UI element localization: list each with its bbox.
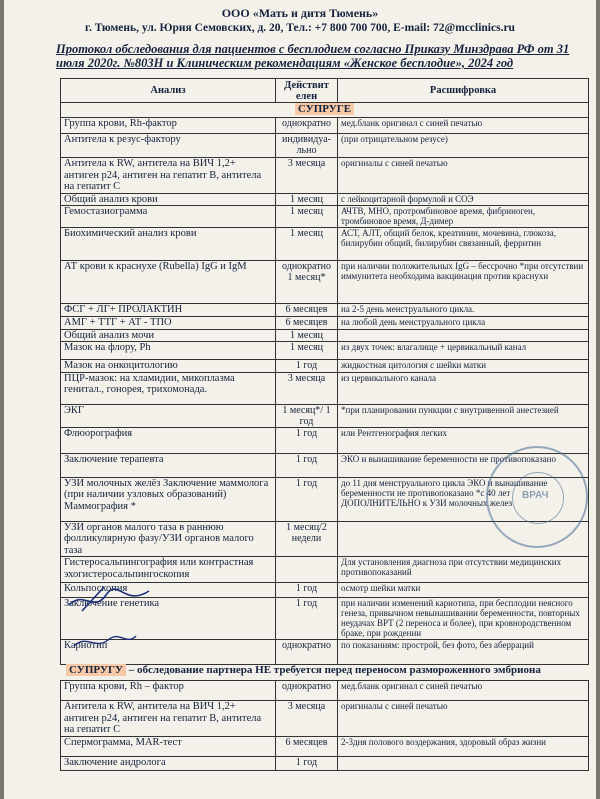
- table-row: [61, 158, 589, 194]
- cell-note: ЭКО и вынашивание беременности не противопоказано: [338, 453, 589, 477]
- table-row: [61, 206, 589, 228]
- stamp-text: ВРАЧ: [522, 490, 549, 501]
- cell-analysis: Флюорография: [61, 427, 276, 453]
- section-husband-note: – обследование партнера НЕ требуется перед переносом размороженного эмбриона: [126, 664, 541, 676]
- table-row: [61, 316, 589, 329]
- section-wife-title: СУПРУГЕ: [295, 103, 354, 115]
- protocol-title: Протокол обследования для пациентов с бесплодием согласно Приказу Минздрава РФ от 31 июля 2020г. №803Н и Клиническим рекомендациям «Женское бесплодие», 2024 год: [56, 42, 570, 70]
- cell-analysis: Спермограмма, MAR-тест: [61, 736, 276, 756]
- cell-note: АЧТВ, МНО, протромбиновое время, фибриноген, тромбиновое время, Д-димер: [338, 206, 589, 228]
- section-husband-title: СУПРУГУ: [66, 664, 126, 676]
- cell-period: однократно: [276, 118, 338, 134]
- cell-period: индивидуа-льно: [276, 134, 338, 158]
- table-husband: [60, 680, 589, 771]
- table-header-row: [61, 79, 589, 103]
- col-decoding: Расшифровка: [338, 79, 589, 103]
- table-row: [61, 261, 589, 304]
- cell-period: 1 месяц/2 недели: [276, 521, 338, 557]
- signature-karyotype: [70, 632, 140, 652]
- table-wife: [60, 78, 589, 665]
- table-row: [61, 304, 589, 317]
- table-row: [61, 701, 589, 737]
- cell-period: однократно: [276, 640, 338, 665]
- table-row: [61, 372, 589, 404]
- table-row: [61, 360, 589, 373]
- table-row: [61, 342, 589, 360]
- cell-note: с лейкоцитарной формулой и СОЭ: [338, 193, 589, 206]
- cell-period: 1 год: [276, 477, 338, 521]
- clinic-stamp: [486, 446, 588, 548]
- cell-period: 3 месяца: [276, 372, 338, 404]
- cell-note: мед.бланк оригинал с синей печатью: [338, 681, 589, 701]
- cell-period: 1 год: [276, 756, 338, 770]
- cell-analysis: Заключение андролога: [61, 756, 276, 770]
- cell-note: оригиналы с синей печатью: [338, 701, 589, 737]
- cell-period: однократно 1 месяц*: [276, 261, 338, 304]
- cell-analysis: Группа крови, Rh – фактор: [61, 681, 276, 701]
- section-husband-heading: [66, 664, 541, 676]
- cell-analysis: Заключение генетика: [61, 598, 276, 640]
- cell-analysis: Общий анализ мочи: [61, 329, 276, 342]
- cell-note: осмотр шейки матки: [338, 583, 589, 598]
- cell-analysis: АМГ + ТТГ + АТ - ТПО: [61, 316, 276, 329]
- col-validity: Действит елен: [276, 79, 338, 103]
- cell-note: оригиналы с синей печатью: [338, 158, 589, 194]
- cell-period: 3 месяца: [276, 701, 338, 737]
- cell-note: Для установления диагноза при отсутствии медицинских противопоказаний: [338, 557, 589, 583]
- cell-analysis: Антитела к резус-фактору: [61, 134, 276, 158]
- cell-analysis: Мазок на онкоцитологию: [61, 360, 276, 373]
- cell-note: при наличии изменений кариотипа, при бесплодии неясного генеза, привычном невынашивании беременности, повторных неудачах ВРТ (2 переноса и более), при кровнородственном браке, при рождении: [338, 598, 589, 640]
- org-name: ООО «Мать и дитя Тюмень»: [221, 6, 379, 20]
- table-row: [61, 736, 589, 756]
- table-row: [61, 134, 589, 158]
- cell-analysis: Гемостазиограмма: [61, 206, 276, 228]
- cell-period: 3 месяца: [276, 158, 338, 194]
- cell-analysis: Кариотип: [61, 640, 276, 665]
- cell-period: 1 год: [276, 453, 338, 477]
- cell-period: 6 месяцев: [276, 736, 338, 756]
- cell-analysis: Антитела к RW, антитела на ВИЧ 1,2+ антиген p24, антиген на гепатит В, антитела на гепатит С: [61, 158, 276, 194]
- cell-note: при наличии положительных IgG – бессрочно *при отсутствии иммунитета необходима вакцинация против краснухи: [338, 261, 589, 304]
- cell-period: 1 месяц: [276, 329, 338, 342]
- cell-analysis: Биохимический анализ крови: [61, 228, 276, 261]
- cell-note: до 11 дня менструального цикла ЭКО и вынашивание беременности не противопоказано *с 40 лет ДОПОЛНИТЕЛЬНО к УЗИ молочных желез: [338, 477, 589, 521]
- cell-analysis: Группа крови, Rh-фактор: [61, 118, 276, 134]
- cell-period: 6 месяцев: [276, 304, 338, 317]
- cell-analysis: ФСГ + ЛГ+ ПРОЛАКТИН: [61, 304, 276, 317]
- document-header: [4, 6, 596, 34]
- cell-note: из двух точек: влагалище + цервикальный канал: [338, 342, 589, 360]
- cell-note: по показаниям: прострой, без фото, без аберраций: [338, 640, 589, 665]
- table-row: [61, 681, 589, 701]
- table-row: [61, 329, 589, 342]
- cell-period: 1 месяц*/ 1 год: [276, 404, 338, 427]
- cell-analysis: УЗИ органов малого таза в раннюю фолликулярную фазу/УЗИ органов малого таза: [61, 521, 276, 557]
- cell-note: или Рентгенография легких: [338, 427, 589, 453]
- table-row: [61, 427, 589, 453]
- cell-period: 1 год: [276, 360, 338, 373]
- cell-period: 1 месяц: [276, 228, 338, 261]
- table-row: [61, 228, 589, 261]
- table-row: [61, 193, 589, 206]
- cell-analysis: Заключение терапевта: [61, 453, 276, 477]
- cell-analysis: ПЦР-мазок: на хламидии, микоплазма генитал., гонорея, трихомонада.: [61, 372, 276, 404]
- cell-period: 1 месяц: [276, 206, 338, 228]
- cell-analysis: УЗИ молочных желёз Заключение маммолога (при наличии узловых образований) Маммография *: [61, 477, 276, 521]
- cell-analysis: Мазок на флору, Ph: [61, 342, 276, 360]
- cell-note: из цервикального канала: [338, 372, 589, 404]
- cell-note: (при отрицательном резусе): [338, 134, 589, 158]
- cell-note: мед.бланк оригинал с синей печатью: [338, 118, 589, 134]
- section-wife-row: [61, 103, 589, 118]
- table-row: [61, 118, 589, 134]
- table-row: [61, 756, 589, 770]
- cell-note: [338, 329, 589, 342]
- cell-note: жидкостная цитология с шейки матки: [338, 360, 589, 373]
- document-sheet: [4, 0, 596, 799]
- cell-period: 1 месяц: [276, 193, 338, 206]
- cell-note: [338, 756, 589, 770]
- cell-period: 1 год: [276, 427, 338, 453]
- cell-period: 6 месяцев: [276, 316, 338, 329]
- cell-period: 1 год: [276, 598, 338, 640]
- cell-analysis: Общий анализ крови: [61, 193, 276, 206]
- cell-period: 1 год: [276, 583, 338, 598]
- table-row: [61, 404, 589, 427]
- cell-analysis: Антитела к RW, антитела на ВИЧ 1,2+ антиген p24, антиген на гепатит В, антитела на гепатит С: [61, 701, 276, 737]
- cell-period: [276, 557, 338, 583]
- org-address: г. Тюмень, ул. Юрия Семовских, д. 20, Тел.: +7 800 700 700, E-mail: 72@mcclinics.ru: [85, 22, 515, 34]
- cell-period: 1 месяц: [276, 342, 338, 360]
- cell-note: АСТ, АЛТ, общий белок, креатинин, мочевина, глюкоза, билирубин общий, билирубин связанный, ферритин: [338, 228, 589, 261]
- cell-note: *при планировании пункции с внутривенной анестезией: [338, 404, 589, 427]
- cell-period: однократно: [276, 681, 338, 701]
- cell-analysis: Гистеросальпингография или контрастная эхогистеросальпингоскопия: [61, 557, 276, 583]
- signature-genetics: [64, 585, 154, 615]
- cell-analysis: Кольпоскопия: [61, 583, 276, 598]
- cell-analysis: АТ крови к краснухе (Rubella) IgG и IgM: [61, 261, 276, 304]
- cell-note: 2-3дня полового воздержания, здоровый образ жизни: [338, 736, 589, 756]
- cell-analysis: ЭКГ: [61, 404, 276, 427]
- table-row: [61, 557, 589, 583]
- col-analysis: Анализ: [61, 79, 276, 103]
- cell-note: на любой день менструального цикла: [338, 316, 589, 329]
- cell-note: на 2-5 день менструального цикла.: [338, 304, 589, 317]
